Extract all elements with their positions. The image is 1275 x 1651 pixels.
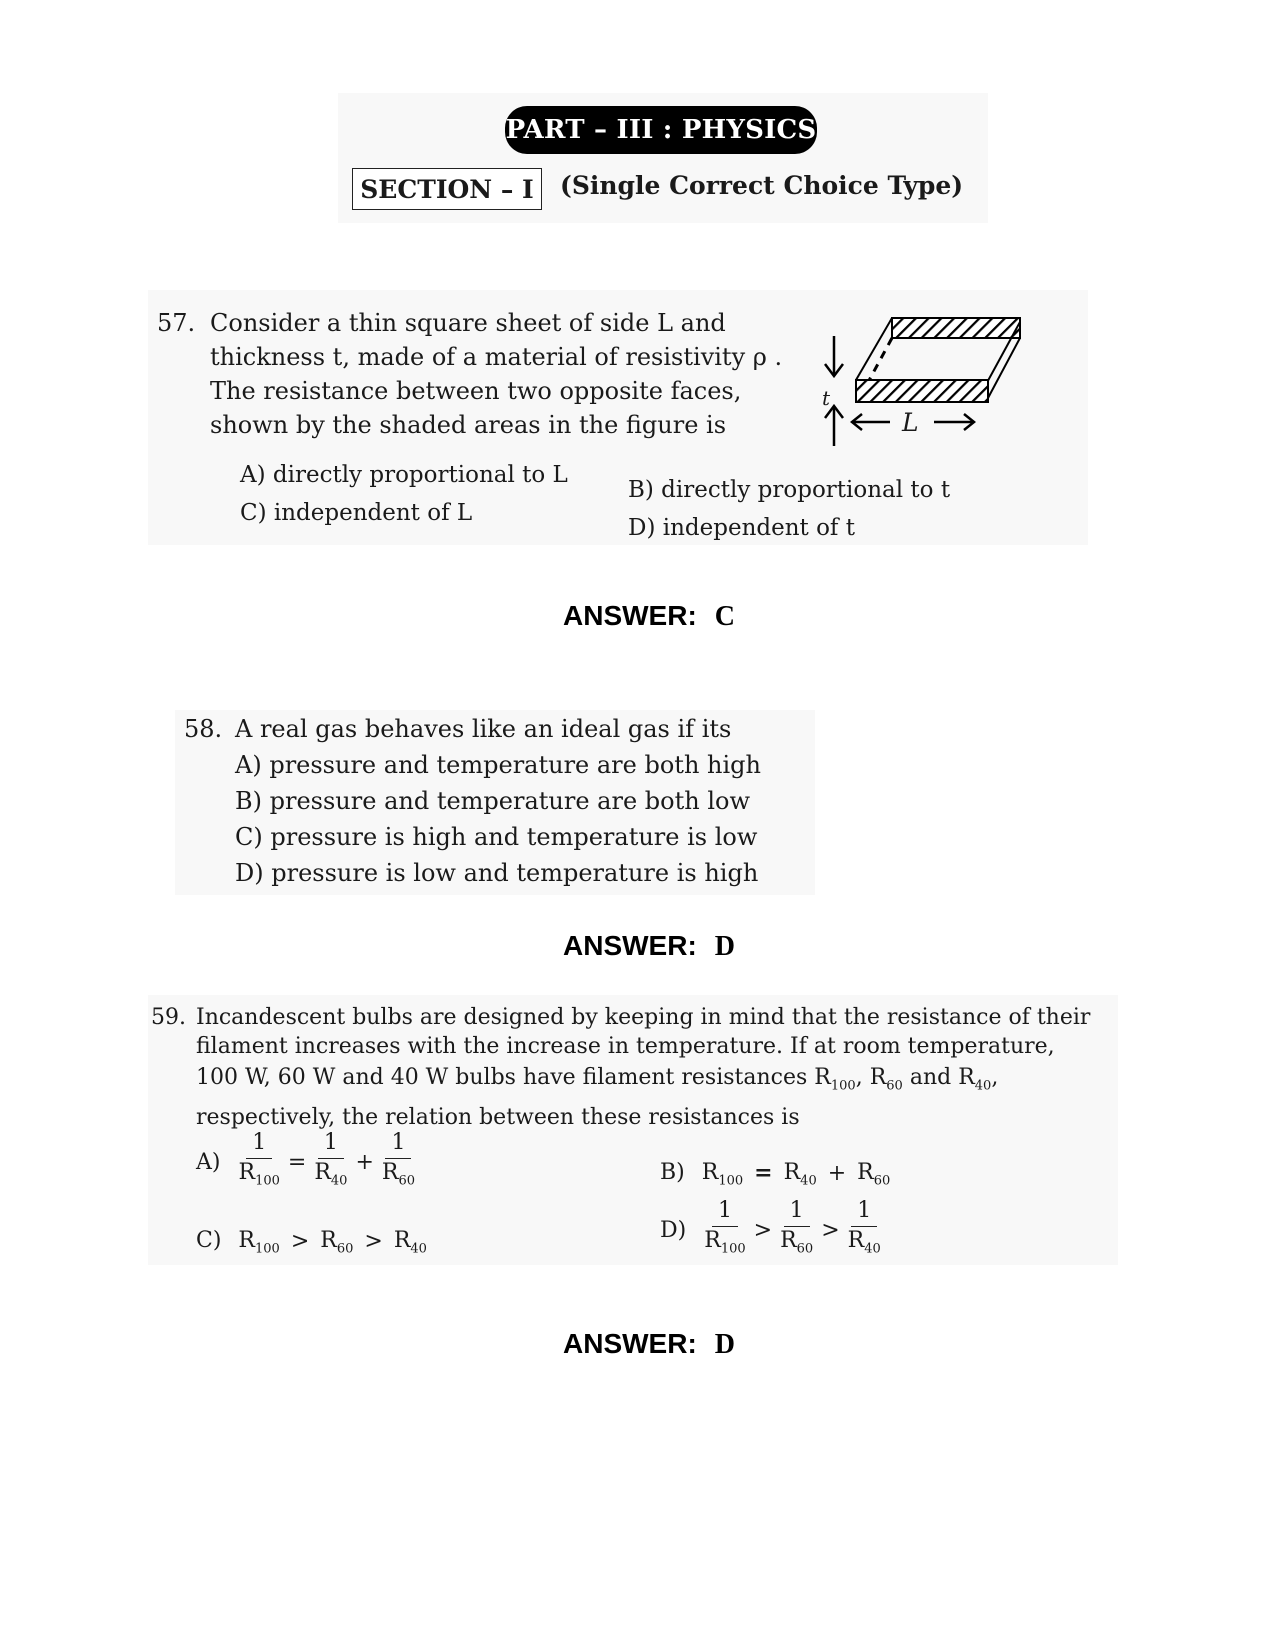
question-59-stem — [196, 1003, 1090, 1132]
question-57-line-3: The resistance between two opposite faces, — [210, 377, 742, 405]
option-d-label: D) — [660, 1218, 687, 1244]
question-57-line-4: shown by the shaded areas in the figure is — [210, 411, 727, 439]
question-58-stem: A real gas behaves like an ideal gas if its — [235, 715, 732, 743]
question-59-line-4: respectively, the relation between these resistances is — [196, 1105, 800, 1131]
question-57-option-a: A) directly proportional to L — [240, 462, 568, 488]
fraction-1-over-r100: $\frac{1}{R_{100}}$ — [704, 1198, 746, 1257]
question-57-line-1: Consider a thin square sheet of side L and — [210, 309, 726, 337]
option-b-label: B) — [660, 1160, 685, 1185]
answer-value: D — [714, 931, 735, 962]
question-59-option-a — [196, 1130, 419, 1195]
question-59-line-1: Incandescent bulbs are designed by keeping in mind that the resistance of their — [196, 1005, 1091, 1030]
shaded-back-face — [892, 318, 1020, 338]
question-57-line-2: thickness t, made of a material of resistivity ρ . — [210, 343, 783, 371]
answer-value: D — [714, 1329, 735, 1360]
equals-sign: = — [754, 1160, 773, 1186]
question-59-line-2: filament increases with the increase in temperature. If at room temperature, — [196, 1034, 1055, 1059]
greater-than-sign: > — [821, 1218, 840, 1244]
question-57-option-b: B) directly proportional to t — [628, 477, 951, 503]
greater-than-sign: > — [290, 1228, 310, 1254]
question-58-option-b: B) pressure and temperature are both low — [235, 787, 751, 815]
plus-sign: + — [355, 1150, 374, 1176]
answer-label: ANSWER: — [563, 600, 697, 631]
section-type-label: (Single Correct Choice Type) — [560, 171, 964, 200]
question-57-option-d: D) independent of t — [628, 515, 855, 541]
r100-subscript: 100 — [830, 1078, 856, 1094]
question-58-number: 58. — [184, 715, 223, 743]
fraction-1-over-r40: $\frac{1}{R_{40}}$ — [847, 1198, 881, 1257]
question-59-line-3-text: 100 W, 60 W and 40 W bulbs have filament resistances — [196, 1065, 808, 1090]
greater-than-sign: > — [753, 1218, 773, 1244]
question-59-answer — [563, 1328, 735, 1361]
option-a-label: A) — [196, 1150, 221, 1176]
answer-label: ANSWER: — [563, 1328, 697, 1359]
question-58-option-a: A) pressure and temperature are both high — [235, 751, 761, 779]
section-label-box: SECTION – I — [352, 168, 542, 210]
part-title-badge: PART – III : PHYSICS — [505, 106, 817, 154]
question-58-answer — [563, 930, 735, 963]
fraction-1-over-r100: $\frac{1}{R_{100}}$ — [238, 1130, 280, 1189]
answer-value: C — [714, 601, 735, 632]
question-57-number: 57. — [157, 309, 196, 337]
comma: , — [991, 1065, 999, 1090]
question-58-option-c: C) pressure is high and temperature is low — [235, 823, 758, 851]
r40-subscript: 40 — [974, 1078, 992, 1094]
plus-sign: + — [827, 1160, 847, 1186]
r40-symbol: R — [958, 1065, 975, 1090]
question-58-option-d: D) pressure is low and temperature is high — [235, 859, 759, 887]
question-57-answer — [563, 600, 735, 633]
comma: , — [855, 1065, 863, 1090]
sheet-figure — [810, 308, 1030, 468]
shaded-front-face — [856, 380, 988, 402]
greater-than-sign: > — [364, 1228, 383, 1254]
question-59-line-3 — [196, 1061, 1090, 1103]
option-c-label: C) — [196, 1228, 222, 1253]
question-59-option-d — [660, 1198, 885, 1263]
r100-symbol: R — [814, 1065, 831, 1090]
question-59-option-b: B) $R_{100} = R_{40} + R_{60}$ — [660, 1160, 891, 1189]
answer-label: ANSWER: — [563, 930, 697, 961]
equals-sign: = — [287, 1150, 307, 1176]
question-59-option-c: C) $R_{100} > R_{60} > R_{40}$ — [196, 1228, 427, 1257]
question-59-number: 59. — [151, 1005, 186, 1030]
question-57-stem — [210, 306, 782, 442]
r60-symbol: R — [869, 1065, 887, 1090]
r60-subscript: 60 — [886, 1078, 903, 1094]
fraction-1-over-r40: $\frac{1}{R_{40}}$ — [314, 1130, 348, 1189]
question-57-option-c: C) independent of L — [240, 500, 473, 526]
figure-L-label: L — [902, 408, 919, 437]
fraction-1-over-r60: $\frac{1}{R_{60}}$ — [780, 1198, 814, 1257]
fraction-1-over-r60: $\frac{1}{R_{60}}$ — [381, 1130, 416, 1189]
figure-t-label: t — [822, 386, 831, 410]
and-word: and — [909, 1065, 952, 1090]
